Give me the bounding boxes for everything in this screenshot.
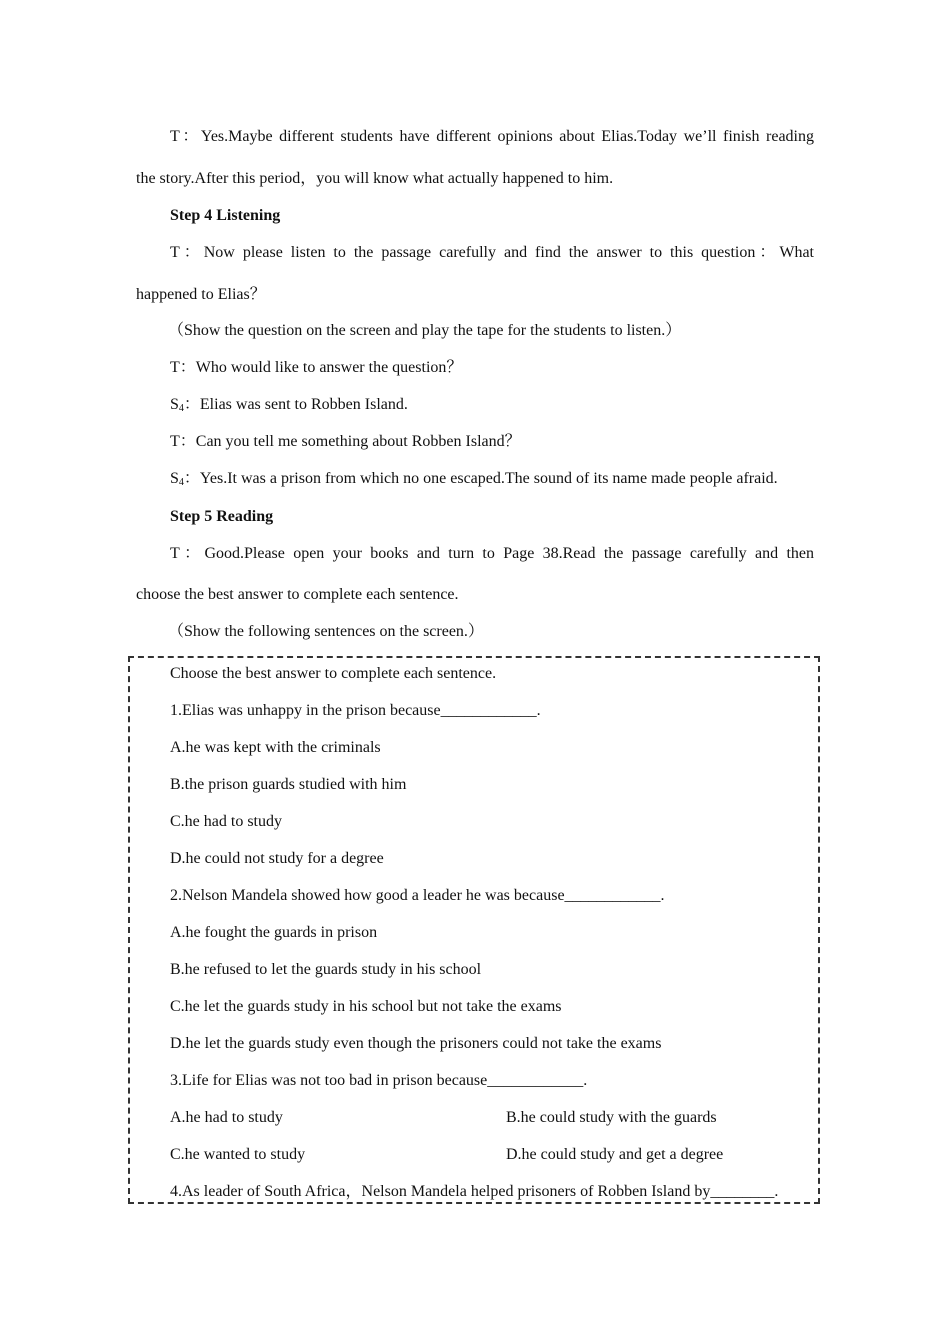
question-4: 4.As leader of South Africa，Nelson Mandela helped prisoners of Robben Island by________. [170, 1183, 779, 1200]
question-2-option-b: B.he refused to let the guards study in his school [170, 961, 482, 978]
question-1-option-a: A.he was kept with the criminals [170, 739, 381, 756]
speaker-subscript: 4 [178, 403, 184, 414]
step5-heading: Step 5 Reading [170, 508, 274, 525]
speaker-subscript: 4 [178, 477, 184, 488]
teacher-line-opinions-cont: the story.After this period，you will know what actually happened to him. [136, 170, 614, 187]
teacher-line-opinions: T：Yes.Maybe different students have different opinions about Elias.Today we’ll finish reading [170, 128, 815, 145]
question-1-option-b: B.the prison guards studied with him [170, 776, 407, 793]
question-2-option-c: C.he let the guards study in his school but not take the exams [170, 998, 562, 1015]
teacher-line-reading-cont: choose the best answer to complete each sentence. [136, 586, 459, 603]
teacher-line-listen-cont: happened to Elias？ [136, 286, 266, 303]
step4-heading: Step 4 Listening [170, 207, 281, 224]
student-line-robben [170, 395, 408, 419]
speaker-label: S [170, 470, 179, 487]
question-1-option-d: D.he could not study for a degree [170, 850, 384, 867]
question-1-option-c: C.he had to study [170, 813, 282, 830]
question-3-option-b: B.he could study with the guards [506, 1109, 717, 1126]
teacher-line-who-answers: T：Who would like to answer the question？ [170, 359, 463, 376]
question-3: 3.Life for Elias was not too bad in prison because____________. [170, 1072, 588, 1089]
teacher-line-listen: T：Now please listen to the passage carefully and find the answer to this question：What [170, 244, 814, 261]
question-2: 2.Nelson Mandela showed how good a leader he was because____________. [170, 887, 665, 904]
teacher-line-reading: T：Good.Please open your books and turn to Page 38.Read the passage carefully and then [170, 545, 814, 562]
question-3-option-d: D.he could study and get a degree [506, 1146, 724, 1163]
speaker-label: S [170, 396, 179, 413]
student-answer-text: ：Elias was sent to Robben Island. [183, 396, 408, 413]
quiz-box [128, 656, 820, 1204]
stage-note-tape: （Show the question on the screen and play the tape for the students to listen.） [168, 322, 682, 339]
question-2-option-d: D.he let the guards study even though the prisoners could not take the exams [170, 1035, 662, 1052]
student-line-prison [170, 469, 778, 493]
student-answer-text: ：Yes.It was a prison from which no one escaped.The sound of its name made people afraid. [183, 470, 778, 487]
question-1: 1.Elias was unhappy in the prison because____________. [170, 702, 541, 719]
teacher-line-robben-question: T：Can you tell me something about Robben Island？ [170, 433, 521, 450]
question-3-option-a: A.he had to study [170, 1109, 283, 1126]
stage-note-sentences: （Show the following sentences on the screen.） [168, 623, 484, 640]
question-2-option-a: A.he fought the guards in prison [170, 924, 378, 941]
question-3-option-c: C.he wanted to study [170, 1146, 306, 1163]
quiz-instruction: Choose the best answer to complete each sentence. [170, 665, 497, 682]
